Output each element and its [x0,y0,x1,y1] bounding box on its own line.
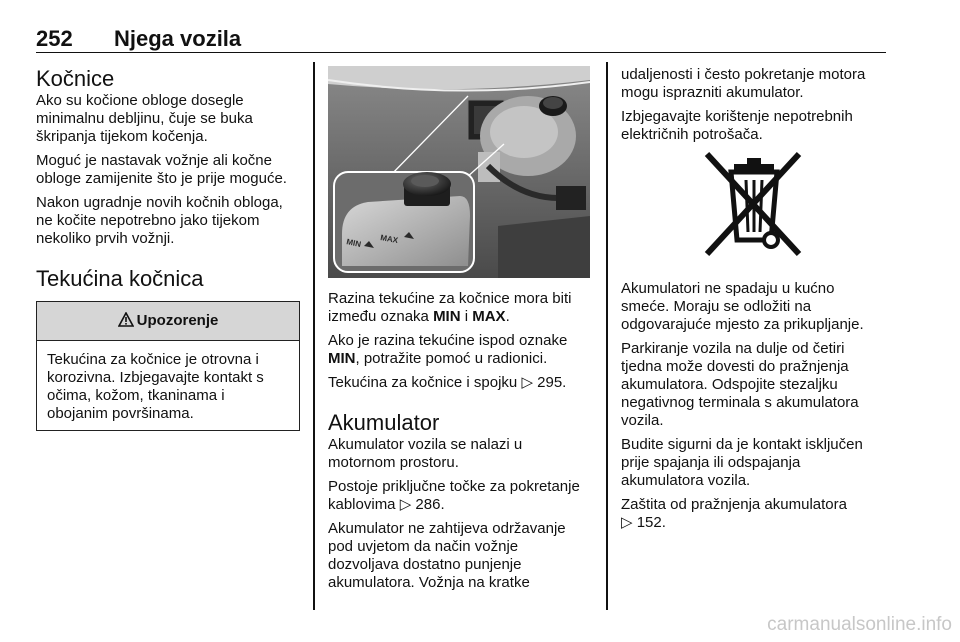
page-number: 252 [36,26,73,51]
page-header [36,22,886,53]
battery-jump-page[interactable]: 286. [415,496,445,513]
brake-fluid-reservoir-photo [328,66,590,278]
max-mark-text: MAX [472,308,506,325]
fluid-reference-paragraph [328,374,590,392]
column-left [36,66,300,292]
low-level-paragraph [328,332,590,368]
brakes-paragraph-3: Nakon ugradnje novih kočnih obloga, ne kočite nepotrebno jako tijekom nekoliko prvih vožnji. [36,194,283,247]
warning-text: Tekućina za kočnice je otrovna i korozivna. Izbjegavajte kontakt s očima, kožom, tkaninama i obojanim površinama. [47,351,264,422]
discharge-protection-text: Zaštita od pražnjenja akumulatora [621,496,847,513]
battery-paragraph-1: Akumulator vozila se nalazi u motornom prostoru. [328,436,523,471]
warning-triangle-icon [118,312,134,327]
warning-box [36,301,300,431]
fluid-level-text: Razina tekućine za kočnice mora biti između oznaka [328,290,572,325]
column-middle [328,290,590,598]
battery-paragraph-9 [621,496,886,532]
min-mark-text-2: MIN [328,350,356,367]
fluid-reference-page[interactable]: 295. [537,374,567,391]
battery-paragraph-6: Akumulatori ne spadaju u kućno smeće. Moraju se odložiti na odgovarajuće mjesto za prikupljanje. [621,280,864,333]
discharge-protection-page[interactable]: 152. [636,514,666,531]
battery-paragraph-8: Budite sigurni da je kontakt isključen prije spajanja ili odspajanja akumulatora vozila. [621,436,863,489]
column-right [621,66,886,538]
section-title-brakes: Kočnice [36,66,115,91]
brakes-paragraph-1: Ako su kočione obloge dosegle minimalnu debljinu, čuje se buka škripanja tijekom kočenja. [36,92,253,145]
brakes-paragraph-2: Moguć je nastavak vožnje ali kočne obloge zamijenite što je prije moguće. [36,152,287,187]
warning-title: Upozorenje [136,312,219,329]
reference-arrow-icon: ▷ [621,514,633,531]
min-mark-label: MIN [345,237,362,250]
reference-arrow-icon: ▷ [521,374,533,391]
reference-arrow-icon: ▷ [399,496,412,513]
crossed-out-bin-icon [621,150,886,270]
fluid-level-paragraph [328,290,590,326]
battery-paragraph-7: Parkiranje vozila na dulje od četiri tjedna može dovesti do pražnjenja akumulatora. Odspojite stezaljku negativnog terminala s akumulatora vozila. [621,340,859,429]
column-divider-2 [606,62,608,610]
section-title-battery: Akumulator [328,410,440,435]
battery-paragraph-4: udaljenosti i često pokretanje motora mogu isprazniti akumulator. [621,66,866,101]
low-level-text: Ako je razina tekućine ispod oznake [328,332,568,349]
fluid-level-conjunction: i [460,308,473,325]
battery-paragraph-5: Izbjegavajte korištenje nepotrebnih električnih potrošača. [621,108,853,143]
section-title-brake-fluid: Tekućina kočnica [36,266,204,291]
chapter-title: Njega vozila [114,26,242,51]
watermark: carmanualsonline.info [767,614,952,635]
battery-paragraph-3: Akumulator ne zahtijeva održavanje pod uvjetom da način vožnje dozvoljava dostatno punjenje akumulatora. Vožnja na kratke [328,520,566,591]
warning-header [37,302,299,341]
fluid-level-period: . [505,308,510,325]
min-mark-text: MIN [433,308,461,325]
fluid-reference-text: Tekućina za kočnice i spojku [328,374,522,391]
battery-paragraph-2 [328,478,590,514]
column-divider-1 [313,62,315,610]
low-level-text-end: , potražite pomoć u radionici. [355,350,548,367]
battery-jump-text: Postoje priključne točke za pokretanje kablovima [328,478,580,513]
max-mark-label: MAX [379,233,399,246]
